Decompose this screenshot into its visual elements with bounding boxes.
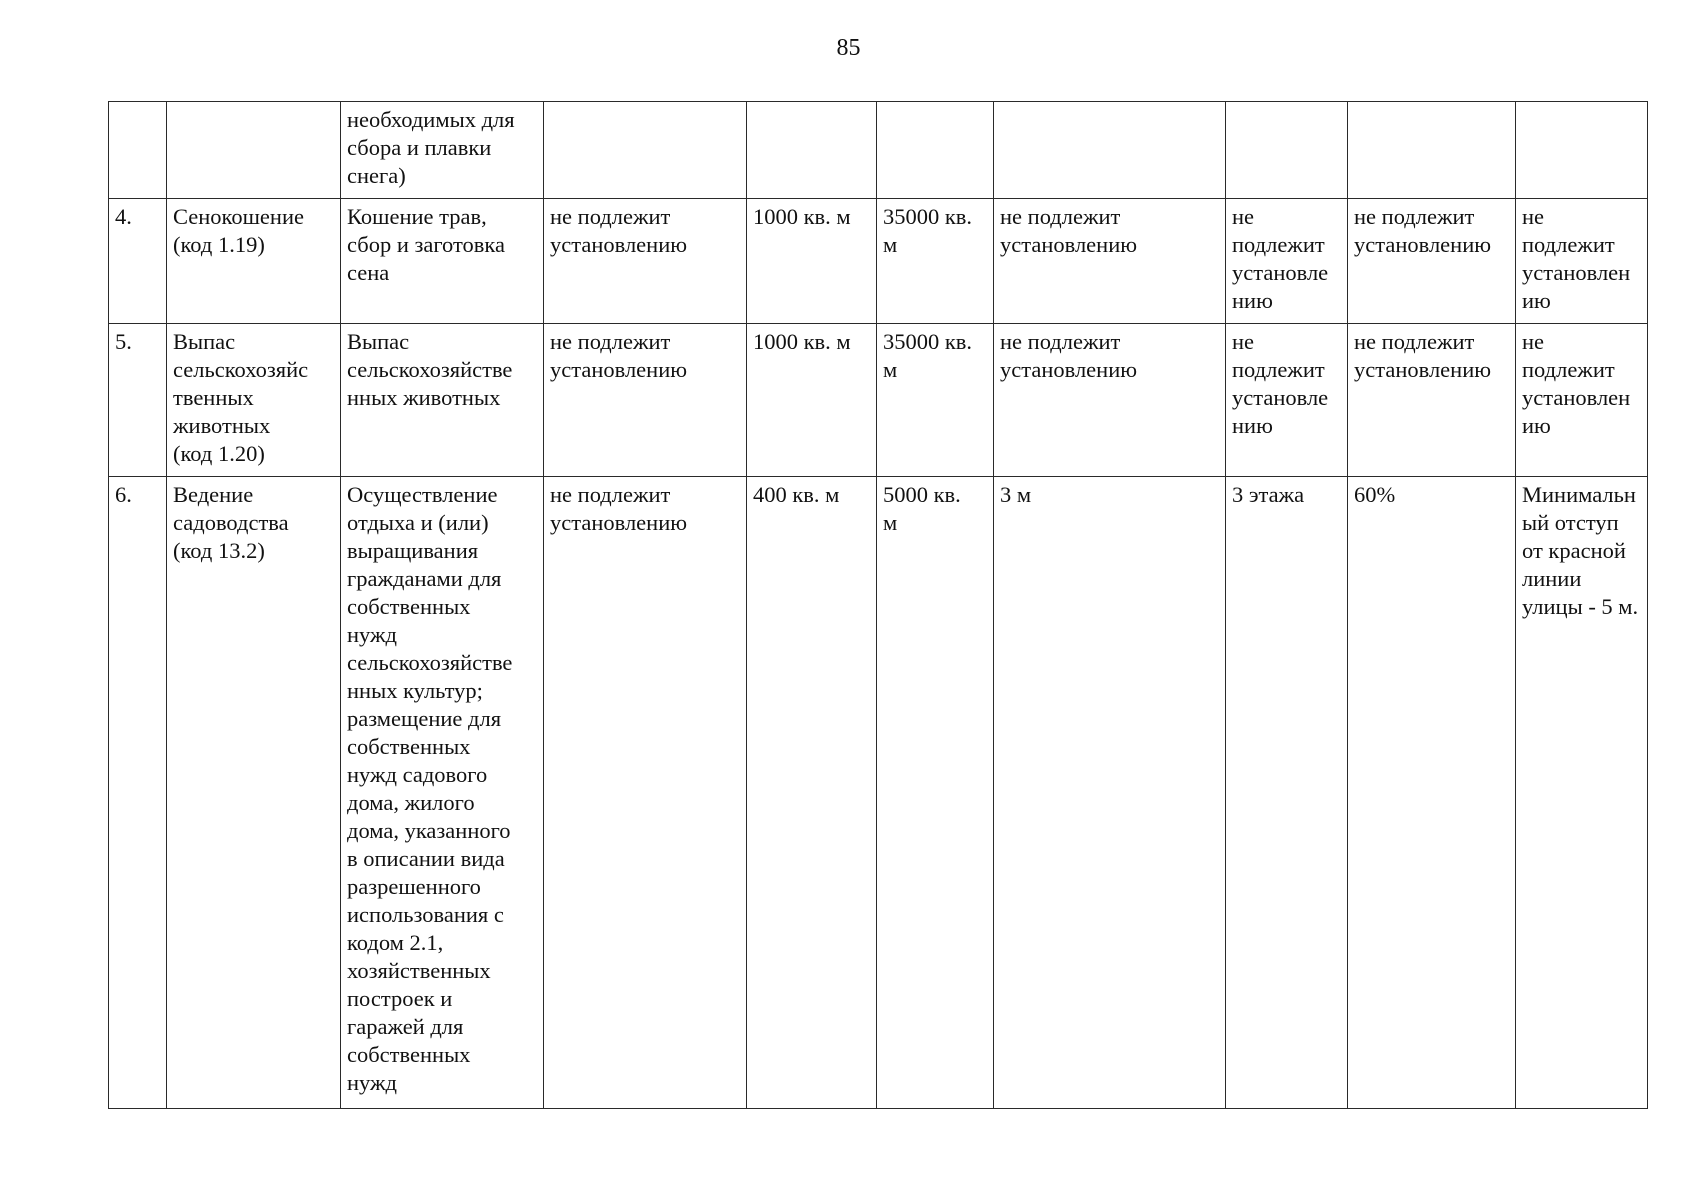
cell-col-6 bbox=[877, 324, 994, 477]
cell-text-line: не подлежит bbox=[550, 204, 671, 229]
cell-land-use-type bbox=[167, 102, 341, 199]
cell-text-line: Сенокошение bbox=[173, 204, 304, 229]
cell-col-5 bbox=[747, 477, 877, 1109]
cell-text-line: установлению bbox=[550, 232, 688, 257]
cell-text-line: установлению bbox=[550, 510, 688, 535]
cell-description bbox=[341, 199, 544, 324]
cell-text-line: установлению bbox=[550, 357, 688, 382]
cell-description bbox=[341, 477, 544, 1109]
cell-text-line: 35000 кв. bbox=[883, 329, 973, 354]
cell-text-line: не подлежит bbox=[550, 329, 671, 354]
cell-col-5 bbox=[747, 324, 877, 477]
cell-text-line: установлен bbox=[1522, 385, 1631, 410]
cell-text-line: животных bbox=[173, 413, 271, 438]
cell-text-line: не подлежит bbox=[1354, 204, 1475, 229]
cell-col-8 bbox=[1226, 477, 1348, 1109]
cell-text-line: нных культур; bbox=[347, 678, 483, 703]
cell-land-use-type bbox=[167, 324, 341, 477]
cell-text-line: линии bbox=[1522, 566, 1582, 591]
cell-col-9 bbox=[1348, 199, 1516, 324]
cell-text-line: не bbox=[1232, 329, 1255, 354]
cell-text-line: Кошение трав, bbox=[347, 204, 487, 229]
cell-text-line: в описании вида bbox=[347, 846, 505, 871]
cell-text-line: подлежит bbox=[1522, 232, 1615, 257]
cell-col-7 bbox=[994, 477, 1226, 1109]
cell-number: 5. bbox=[109, 324, 167, 477]
cell-text-line: сельскохозяйстве bbox=[347, 357, 513, 382]
cell-text-line: ию bbox=[1522, 288, 1551, 313]
cell-text-line: (код 1.20) bbox=[173, 441, 265, 466]
cell-text-line: м bbox=[883, 510, 898, 535]
cell-col-10 bbox=[1516, 102, 1648, 199]
cell-col-9 bbox=[1348, 102, 1516, 199]
cell-text-line: установлен bbox=[1522, 260, 1631, 285]
cell-text-line: 1000 кв. м bbox=[753, 329, 851, 354]
cell-text-line: собственных bbox=[347, 594, 471, 619]
cell-text-line: не bbox=[1522, 329, 1545, 354]
cell-text-line: гаражей для bbox=[347, 1014, 464, 1039]
cell-text-line: 1000 кв. м bbox=[753, 204, 851, 229]
cell-text-line: сбор и заготовка bbox=[347, 232, 505, 257]
page-number: 85 bbox=[836, 35, 861, 61]
cell-description bbox=[341, 102, 544, 199]
cell-text-line: не bbox=[1522, 204, 1545, 229]
cell-col-4 bbox=[544, 102, 747, 199]
cell-col-8 bbox=[1226, 102, 1348, 199]
cell-col-8 bbox=[1226, 199, 1348, 324]
cell-text-line: построек и bbox=[347, 986, 453, 1011]
cell-text-line: выращивания bbox=[347, 538, 479, 563]
cell-text-line: 3 м bbox=[1000, 482, 1032, 507]
cell-text-line: не подлежит bbox=[1354, 329, 1475, 354]
cell-text-line: твенных bbox=[173, 385, 254, 410]
cell-text-line: (код 13.2) bbox=[173, 538, 265, 563]
cell-text-line: гражданами для bbox=[347, 566, 502, 591]
cell-text-line: от красной bbox=[1522, 538, 1626, 563]
cell-number: 6. bbox=[109, 477, 167, 1109]
cell-text-line: установлению bbox=[1354, 357, 1492, 382]
cell-text-line: установле bbox=[1232, 385, 1329, 410]
cell-text-line: хозяйственных bbox=[347, 958, 491, 983]
cell-land-use-type bbox=[167, 199, 341, 324]
regulations-table bbox=[108, 101, 1648, 1109]
cell-text-line: садоводства bbox=[173, 510, 289, 535]
cell-text-line: 35000 кв. bbox=[883, 204, 973, 229]
cell-text-line: нужд bbox=[347, 1070, 397, 1095]
cell-col-6 bbox=[877, 199, 994, 324]
cell-text-line: не подлежит bbox=[550, 482, 671, 507]
cell-text-line: дома, указанного bbox=[347, 818, 511, 843]
cell-text-line: Ведение bbox=[173, 482, 254, 507]
cell-col-7 bbox=[994, 324, 1226, 477]
cell-text-line: не подлежит bbox=[1000, 329, 1121, 354]
cell-land-use-type bbox=[167, 477, 341, 1109]
cell-text-line: сена bbox=[347, 260, 390, 285]
cell-col-10 bbox=[1516, 477, 1648, 1109]
cell-text-line: не bbox=[1232, 204, 1255, 229]
cell-col-5 bbox=[747, 102, 877, 199]
cell-col-9 bbox=[1348, 477, 1516, 1109]
cell-col-8 bbox=[1226, 324, 1348, 477]
cell-text-line: разрешенного bbox=[347, 874, 481, 899]
cell-text-line: сельскохозяйс bbox=[173, 357, 309, 382]
cell-col-4 bbox=[544, 199, 747, 324]
cell-text-line: отдыха и (или) bbox=[347, 510, 489, 535]
cell-text-line: м bbox=[883, 357, 898, 382]
cell-text-line: нужд bbox=[347, 622, 397, 647]
cell-text-line: подлежит bbox=[1522, 357, 1615, 382]
cell-text-line: Выпас bbox=[347, 329, 410, 354]
cell-text-line: дома, жилого bbox=[347, 790, 475, 815]
cell-text-line: установлению bbox=[1000, 357, 1138, 382]
cell-col-9 bbox=[1348, 324, 1516, 477]
cell-text-line: снега) bbox=[347, 163, 406, 188]
cell-col-4 bbox=[544, 477, 747, 1109]
cell-text-line: сбора и плавки bbox=[347, 135, 492, 160]
cell-col-7 bbox=[994, 199, 1226, 324]
cell-text-line: сельскохозяйстве bbox=[347, 650, 513, 675]
cell-text-line: 400 кв. м bbox=[753, 482, 840, 507]
cell-text-line: не подлежит bbox=[1000, 204, 1121, 229]
cell-text-line: ию bbox=[1522, 413, 1551, 438]
cell-text-line: собственных bbox=[347, 734, 471, 759]
table-body bbox=[109, 102, 1648, 1109]
cell-col-10 bbox=[1516, 199, 1648, 324]
cell-col-5 bbox=[747, 199, 877, 324]
cell-description bbox=[341, 324, 544, 477]
cell-text-line: подлежит bbox=[1232, 357, 1325, 382]
cell-text-line: 60% bbox=[1354, 482, 1396, 507]
cell-text-line: нию bbox=[1232, 288, 1273, 313]
table-row bbox=[109, 477, 1648, 1109]
cell-text-line: установлению bbox=[1354, 232, 1492, 257]
table-row bbox=[109, 324, 1648, 477]
cell-text-line: (код 1.19) bbox=[173, 232, 265, 257]
cell-text-line: Минимальн bbox=[1522, 482, 1636, 507]
cell-text-line: установле bbox=[1232, 260, 1329, 285]
cell-text-line: собственных bbox=[347, 1042, 471, 1067]
cell-text-line: Выпас bbox=[173, 329, 236, 354]
cell-col-7 bbox=[994, 102, 1226, 199]
cell-text-line: подлежит bbox=[1232, 232, 1325, 257]
cell-text-line: Осуществление bbox=[347, 482, 498, 507]
cell-text-line: использования с bbox=[347, 902, 504, 927]
cell-text-line: кодом 2.1, bbox=[347, 930, 444, 955]
cell-text-line: 3 этажа bbox=[1232, 482, 1305, 507]
cell-text-line: м bbox=[883, 232, 898, 257]
cell-text-line: нных животных bbox=[347, 385, 501, 410]
cell-text-line: нию bbox=[1232, 413, 1273, 438]
cell-text-line: необходимых для bbox=[347, 107, 515, 132]
cell-text-line: установлению bbox=[1000, 232, 1138, 257]
cell-text-line: нужд садового bbox=[347, 762, 488, 787]
cell-col-4 bbox=[544, 324, 747, 477]
cell-text-line: размещение для bbox=[347, 706, 502, 731]
table-row bbox=[109, 199, 1648, 324]
cell-text-line: 5000 кв. bbox=[883, 482, 961, 507]
table-row bbox=[109, 102, 1648, 199]
cell-number bbox=[109, 102, 167, 199]
cell-number: 4. bbox=[109, 199, 167, 324]
cell-col-10 bbox=[1516, 324, 1648, 477]
cell-text-line: ый отступ bbox=[1522, 510, 1619, 535]
cell-text-line: улицы - 5 м. bbox=[1522, 594, 1639, 619]
cell-col-6 bbox=[877, 102, 994, 199]
cell-col-6 bbox=[877, 477, 994, 1109]
